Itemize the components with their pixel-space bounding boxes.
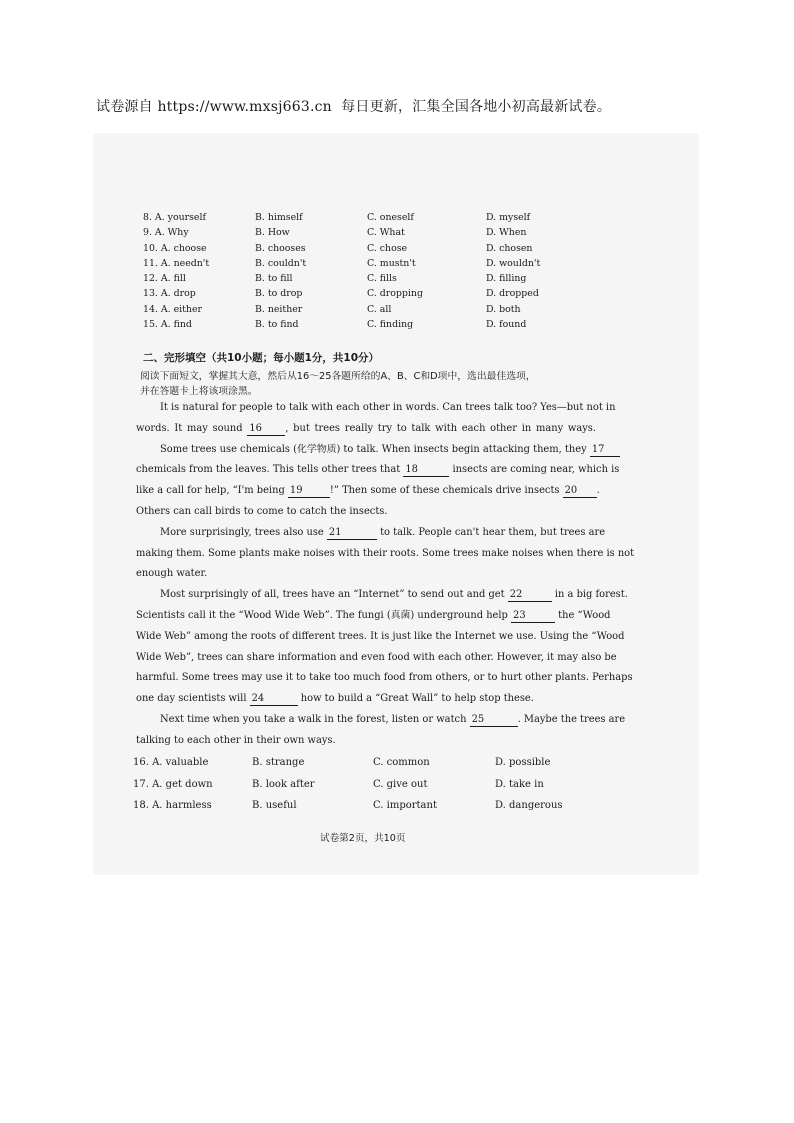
- option-d: D. wouldn't: [486, 257, 541, 269]
- cloze-passage: [136, 397, 635, 751]
- passage-line: Scientists call it the “Wood Wide Web”. The fungi (真菌) underground help 23 the “Wood: [136, 609, 611, 621]
- option-a: 8. A. yourself: [143, 212, 206, 223]
- option-row: [143, 225, 593, 240]
- blank-18: 18: [403, 464, 449, 477]
- passage-line: one day scientists will 24 how to build a “Great Wall” to help stop these.: [136, 693, 534, 705]
- source-slogan: 每日更新，汇集全国各地小初高最新试卷。: [341, 99, 612, 115]
- option-row: [133, 777, 603, 799]
- option-row: [143, 286, 593, 301]
- passage-line: chemicals from the leaves. This tells other trees that 18 insects are coming near, which is: [136, 464, 620, 476]
- option-a: 10. A. choose: [143, 242, 207, 254]
- options-table-part2: [133, 755, 603, 820]
- passage-line: talking to each other in their own ways.: [136, 734, 336, 746]
- option-d: D. dangerous: [495, 800, 563, 811]
- option-b: B. to fill: [255, 273, 293, 285]
- option-row: [143, 302, 593, 317]
- passage-line: words. It may sound 16 , but trees really try to talk with each other in many ways.: [136, 422, 596, 434]
- option-d: D. dropped: [486, 288, 539, 300]
- page-footer: 试卷第2页，共10页: [320, 833, 406, 844]
- source-label: 试卷源自: [96, 99, 153, 115]
- option-b: B. chooses: [255, 242, 306, 254]
- option-d: D. chosen: [486, 242, 533, 254]
- section-instruction-line2: 并在答题卡上将该项涂黑。: [140, 386, 258, 397]
- blank-25: 25: [470, 714, 518, 727]
- passage-line: making them. Some plants make noises with their roots. Some trees make noises when there is not: [136, 547, 635, 559]
- option-b: B. useful: [252, 800, 297, 811]
- option-b: B. to drop: [255, 288, 303, 300]
- option-c: C. finding: [367, 319, 414, 331]
- option-b: B. How: [255, 227, 290, 239]
- passage-line: Next time when you take a walk in the forest, listen or watch 25 . Maybe the trees are: [160, 713, 626, 725]
- passage-line: Others can call birds to come to catch the insects.: [136, 505, 388, 517]
- option-d: D. filling: [486, 273, 527, 285]
- option-b: B. couldn't: [255, 257, 307, 269]
- option-row: [143, 317, 593, 332]
- blank-24: 24: [250, 693, 298, 706]
- section-title: 二、完形填空（共10小题；每小题1分，共10分）: [143, 352, 380, 364]
- option-c: C. oneself: [367, 212, 414, 223]
- section-instruction-line1: 阅读下面短文，掌握其大意，然后从16～25各题所给的A、B、C和D项中，选出最佳选项，: [140, 371, 536, 382]
- source-header: [96, 96, 736, 116]
- option-row: [143, 241, 593, 256]
- passage-line: It is natural for people to talk with each other in words. Can trees talk too? Yes—but not in: [160, 402, 616, 413]
- option-row: [143, 256, 593, 271]
- option-c: C. important: [373, 800, 437, 811]
- option-b: B. himself: [255, 212, 303, 223]
- blank-17: 17: [590, 444, 620, 457]
- passage-line: harmful. Some trees may use it to take too much food from others, or to hurt other plants. Perhaps: [136, 672, 633, 684]
- option-d: D. both: [486, 303, 521, 315]
- option-b: B. look after: [252, 778, 315, 790]
- option-d: D. take in: [495, 778, 544, 790]
- option-c: C. fills: [367, 273, 397, 285]
- option-d: D. myself: [486, 212, 531, 223]
- option-d: D. found: [486, 319, 527, 331]
- blank-22: 22: [508, 589, 552, 602]
- option-c: C. chose: [367, 242, 408, 254]
- option-a: 13. A. drop: [143, 288, 196, 300]
- source-url[interactable]: https://www.mxsj663.cn: [157, 99, 332, 115]
- option-c: C. dropping: [367, 288, 423, 300]
- option-a: 11. A. needn't: [143, 257, 210, 269]
- option-c: C. all: [367, 303, 392, 315]
- blank-20: 20: [563, 485, 597, 498]
- passage-line: Most surprisingly of all, trees have an “Internet” to send out and get 22 in a big forest.: [160, 589, 628, 601]
- option-row: [143, 271, 593, 286]
- option-row: [143, 210, 593, 225]
- option-d: D. When: [486, 227, 527, 239]
- option-c: C. What: [367, 227, 405, 239]
- passage-line: Some trees use chemicals (化学物质) to talk. When insects begin attacking them, they 17: [136, 439, 596, 460]
- option-c: C. mustn't: [367, 257, 416, 269]
- blank-16: 16: [247, 423, 285, 436]
- option-a: 16. A. valuable: [133, 757, 209, 768]
- blank-19: 19: [288, 485, 330, 498]
- options-table-part1: [143, 210, 593, 332]
- option-c: C. common: [373, 757, 430, 768]
- option-b: B. to find: [255, 319, 299, 331]
- blank-23: 23: [511, 610, 555, 623]
- option-row: [133, 798, 603, 820]
- option-c: C. give out: [373, 778, 428, 790]
- passage-line: enough water.: [136, 568, 208, 580]
- option-a: 15. A. find: [143, 319, 192, 331]
- option-a: 17. A. get down: [133, 778, 213, 790]
- option-a: 12. A. fill: [143, 273, 186, 285]
- option-a: 18. A. harmless: [133, 800, 212, 811]
- option-a: 9. A. Why: [143, 227, 189, 239]
- option-d: D. possible: [495, 757, 551, 768]
- passage-line: Wide Web”, trees can share information and even food with each other. However, it may also be: [136, 651, 617, 663]
- blank-21: 21: [327, 527, 377, 540]
- passage-line: like a call for help, “I'm being 19 !” Then some of these chemicals drive insects 20 .: [136, 485, 600, 497]
- option-row: [133, 755, 603, 777]
- passage-line: More surprisingly, trees also use 21 to talk. People can't hear them, but trees are: [160, 526, 606, 538]
- option-b: B. strange: [252, 757, 305, 768]
- option-a: 14. A. either: [143, 303, 203, 315]
- option-b: B. neither: [255, 303, 303, 315]
- passage-line: Wide Web” among the roots of different trees. It is just like the Internet we use. Using the “Wood: [136, 630, 625, 642]
